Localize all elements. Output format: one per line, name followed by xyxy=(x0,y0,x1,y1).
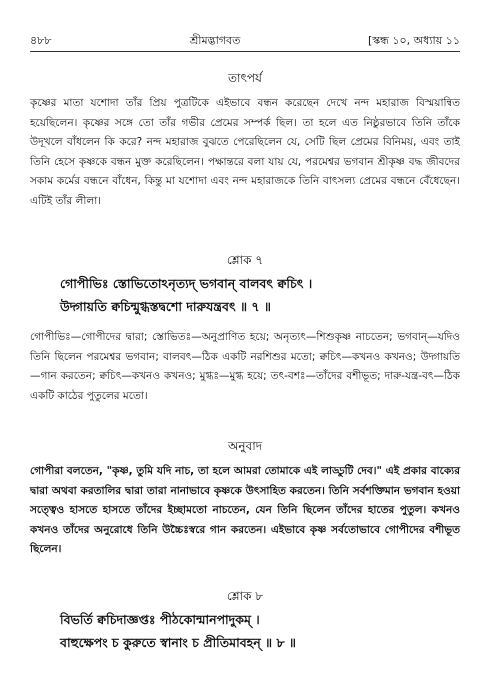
chapter-location: [স্কন্ধ ১০, অধ্যায় ১১ xyxy=(367,34,460,47)
translation-heading: অনুবাদ xyxy=(227,439,263,453)
purport-heading: তাৎপর্য xyxy=(228,71,262,85)
purport-text: কৃষ্ণের মাতা যশোদা তাঁর প্রিয় পুত্রটিকে এইভাবে বন্ধন করেছেন দেখে নন্দ মহারাজ বিস্ময়ান্বিত হয়েছিলেন। কৃষ্ণের সঙ্গে তো তাঁর গভীর প্রেমের সম্পর্ক ছিল। তা হলে এত নিষ্ঠুরভাবে তিনি তাঁকে উদূখলে বাঁধলেন কি করে? নন্দ মহারাজ বুঝতে পেরেছিলেন যে, সেটি ছিল প্রেমের বিনিময়, এবং তাই তিনি হেসে কৃষ্ণকে বন্ধন মুক্ত করেছিলেন। পক্ষান্তরে বলা যায় যে, পরমেশ্বর ভগবান শ্রীকৃষ্ণ বদ্ধ জীবদের সকাম কর্মের বন্ধনে বাঁধেন, কিন্তু মা যশোদা এবং নন্দ মহারাজকে তিনি বাৎসল্য প্রেমের বন্ধনে বেঁধেছেন। এটিই তাঁর লীলা। xyxy=(30,97,460,207)
page-header xyxy=(30,32,460,50)
verse-8-heading: শ্লোক ৮ xyxy=(226,589,264,603)
header-divider xyxy=(30,51,460,52)
verse-8-line-1: বিভর্তি ক্বচিদাজ্ঞপ্তঃ পীঠকোন্মানপাদুকম্ । xyxy=(60,612,260,627)
verse-7-line-1: গোপীভিঃ স্তোভিতোঽনৃত্যদ্ ভগবান্ বালবৎ ক্বচিৎ । xyxy=(60,276,313,291)
verse-7-heading: শ্লোক ৭ xyxy=(226,253,264,267)
verse-7-line-2: উদ্গায়তি ক্বচিন্মুগ্ধস্তদ্বশো দারুযন্ত্রবৎ ॥ ৭ ॥ xyxy=(60,299,271,314)
word-synonyms: গোপীভিঃ—গোপীদের দ্বারা; স্তোভিতঃ—অনুপ্রাণিত হয়ে; অনৃত্যৎ—শিশুকৃষ্ণ নাচতেন; ভগবান্—যদিও তিনি ছিলেন পরমেশ্বর ভগবান; বালবৎ—ঠিক একটি নরশিশুর মতো; ক্বচিৎ—কখনও কখনও; উদ্গায়তি—গান করতেন; ক্বচিৎ—কখনও কখনও; মুগ্ধঃ—মুগ্ধ হয়ে; তৎ-বশঃ—তাঁদের বশীভূত; দারু-যন্ত্র-বৎ—ঠিক একটি কাঠের পুতুলের মতো। xyxy=(30,331,460,402)
page-number: ৪৮৮ xyxy=(30,34,52,47)
book-title: শ্রীমদ্ভাগবত xyxy=(190,34,241,47)
verse-8-line-2: বাহুক্ষেপং চ কুরুতে স্বানাং চ প্রীতিমাবহন্ ॥ ৮ ॥ xyxy=(60,635,296,650)
translation-text: গোপীরা বলতেন, "কৃষ্ণ, তুমি যদি নাচ, তা হলে আমরা তোমাকে এই লাড্ডুটি দেব।" এই প্রকার বাক্যের দ্বারা অথবা করতালির দ্বারা তারা নানাভাবে কৃষ্ণকে উৎসাহিত করতেন। তিনি সর্বশক্তিমান ভগবান হওয়া সত্ত্বেও হাসতে হাসতে তাঁদের ইচ্ছামতো নাচতেন, যেন তিনি ছিলেন তাঁদের হাতের পুতুল। কখনও কখনও তাঁদের অনুরোধে তিনি উচ্চৈঃস্বরে গান করতেন। এইভাবে কৃষ্ণ সর্বতোভাবে গোপীদের বশীভূত ছিলেন। xyxy=(30,465,460,555)
